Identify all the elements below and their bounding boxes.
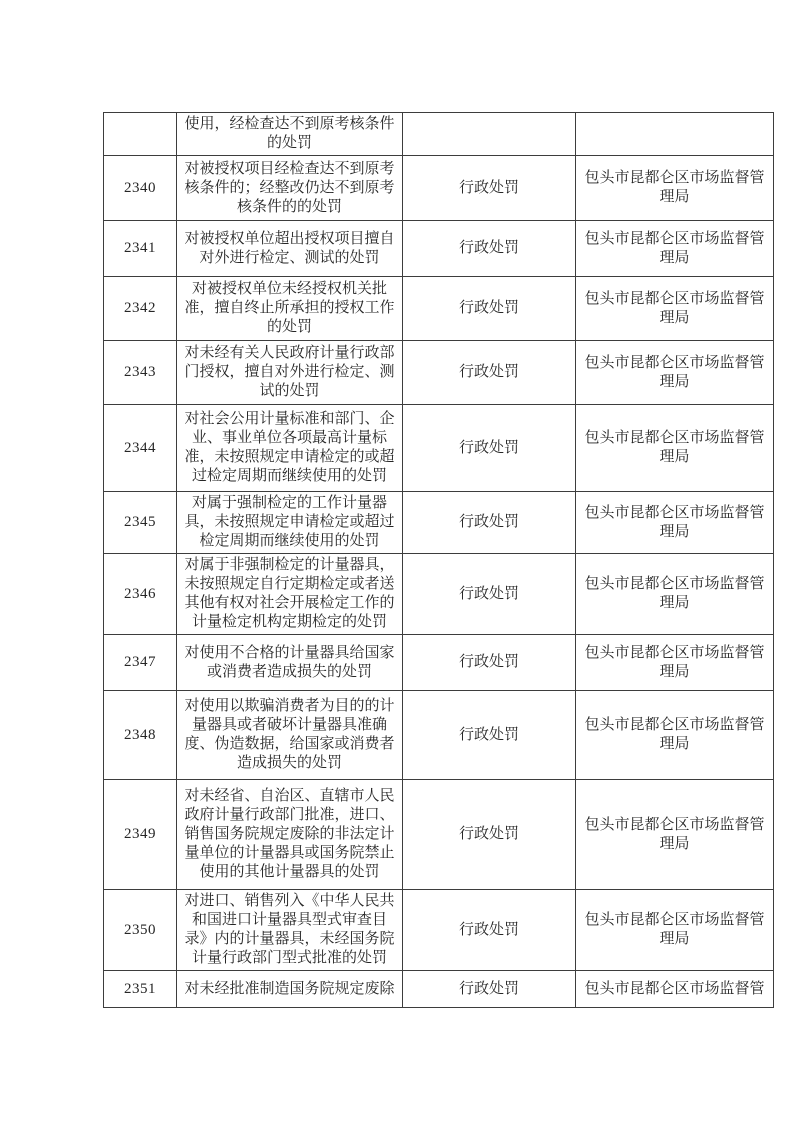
authority-cell: 包头市昆都仑区市场监督管理局 [576, 341, 774, 405]
authority-cell: 包头市昆都仑区市场监督管理局 [576, 492, 774, 554]
penalty-type-cell [403, 113, 576, 156]
authority-cell: 包头市昆都仑区市场监督管理局 [576, 691, 774, 780]
row-number-cell: 2340 [104, 156, 177, 221]
row-number-cell: 2342 [104, 277, 177, 341]
authority-cell: 包头市昆都仑区市场监督管理局 [576, 156, 774, 221]
penalty-type-cell: 行政处罚 [403, 780, 576, 890]
table-row [104, 635, 774, 691]
table-row [104, 341, 774, 405]
table-row [104, 492, 774, 554]
penalty-type-cell: 行政处罚 [403, 405, 576, 492]
penalty-type-cell: 行政处罚 [403, 691, 576, 780]
description-cell: 对被授权单位超出授权项目擅自对外进行检定、测试的处罚 [177, 221, 403, 277]
authority-cell: 包头市昆都仑区市场监督管理局 [576, 277, 774, 341]
row-number-cell: 2347 [104, 635, 177, 691]
penalty-type-cell: 行政处罚 [403, 971, 576, 1008]
table-row [104, 554, 774, 635]
penalty-type-cell: 行政处罚 [403, 277, 576, 341]
penalty-type-cell: 行政处罚 [403, 341, 576, 405]
row-number-cell [104, 113, 177, 156]
description-cell: 对未经批准制造国务院规定废除 [177, 971, 403, 1008]
row-number-cell: 2344 [104, 405, 177, 492]
table-row [104, 780, 774, 890]
table-row [104, 890, 774, 971]
authority-cell: 包头市昆都仑区市场监督管理局 [576, 554, 774, 635]
authority-cell: 包头市昆都仑区市场监督管理局 [576, 221, 774, 277]
description-cell: 使用，经检查达不到原考核条件的处罚 [177, 113, 403, 156]
penalty-type-cell: 行政处罚 [403, 492, 576, 554]
authority-cell: 包头市昆都仑区市场监督管理局 [576, 405, 774, 492]
table-row [104, 691, 774, 780]
authority-cell: 包头市昆都仑区市场监督管 [576, 971, 774, 1008]
description-cell: 对社会公用计量标准和部门、企业、事业单位各项最高计量标准，未按照规定申请检定的或超过检定周期而继续使用的处罚 [177, 405, 403, 492]
description-cell: 对被授权单位未经授权机关批准，擅自终止所承担的授权工作的处罚 [177, 277, 403, 341]
row-number-cell: 2349 [104, 780, 177, 890]
description-cell: 对属于非强制检定的计量器具，未按照规定自行定期检定或者送其他有权对社会开展检定工作的计量检定机构定期检定的处罚 [177, 554, 403, 635]
penalty-type-cell: 行政处罚 [403, 554, 576, 635]
description-cell: 对被授权项目经检查达不到原考核条件的；经整改仍达不到原考核条件的的处罚 [177, 156, 403, 221]
row-number-cell: 2351 [104, 971, 177, 1008]
penalty-type-cell: 行政处罚 [403, 890, 576, 971]
row-number-cell: 2341 [104, 221, 177, 277]
row-number-cell: 2346 [104, 554, 177, 635]
description-cell: 对进口、销售列入《中华人民共和国进口计量器具型式审查目录》内的计量器具，未经国务院计量行政部门型式批准的处罚 [177, 890, 403, 971]
authority-cell: 包头市昆都仑区市场监督管理局 [576, 635, 774, 691]
description-cell: 对未经有关人民政府计量行政部门授权，擅自对外进行检定、测试的处罚 [177, 341, 403, 405]
row-number-cell: 2348 [104, 691, 177, 780]
table-row [104, 277, 774, 341]
penalty-type-cell: 行政处罚 [403, 156, 576, 221]
description-cell: 对使用以欺骗消费者为目的的计量器具或者破坏计量器具准确度、伪造数据，给国家或消费者造成损失的处罚 [177, 691, 403, 780]
description-cell: 对未经省、自治区、直辖市人民政府计量行政部门批准，进口、销售国务院规定废除的非法定计量单位的计量器具或国务院禁止使用的其他计量器具的处罚 [177, 780, 403, 890]
penalty-type-cell: 行政处罚 [403, 635, 576, 691]
table-row [104, 156, 774, 221]
row-number-cell: 2345 [104, 492, 177, 554]
table-row [104, 113, 774, 156]
description-cell: 对使用不合格的计量器具给国家或消费者造成损失的处罚 [177, 635, 403, 691]
table-row [104, 405, 774, 492]
authority-cell: 包头市昆都仑区市场监督管理局 [576, 780, 774, 890]
penalty-type-cell: 行政处罚 [403, 221, 576, 277]
table-row [104, 971, 774, 1008]
row-number-cell: 2350 [104, 890, 177, 971]
description-cell: 对属于强制检定的工作计量器具，未按照规定申请检定或超过检定周期而继续使用的处罚 [177, 492, 403, 554]
table-row [104, 221, 774, 277]
row-number-cell: 2343 [104, 341, 177, 405]
authority-cell [576, 113, 774, 156]
penalty-items-table [103, 112, 774, 1008]
authority-cell: 包头市昆都仑区市场监督管理局 [576, 890, 774, 971]
